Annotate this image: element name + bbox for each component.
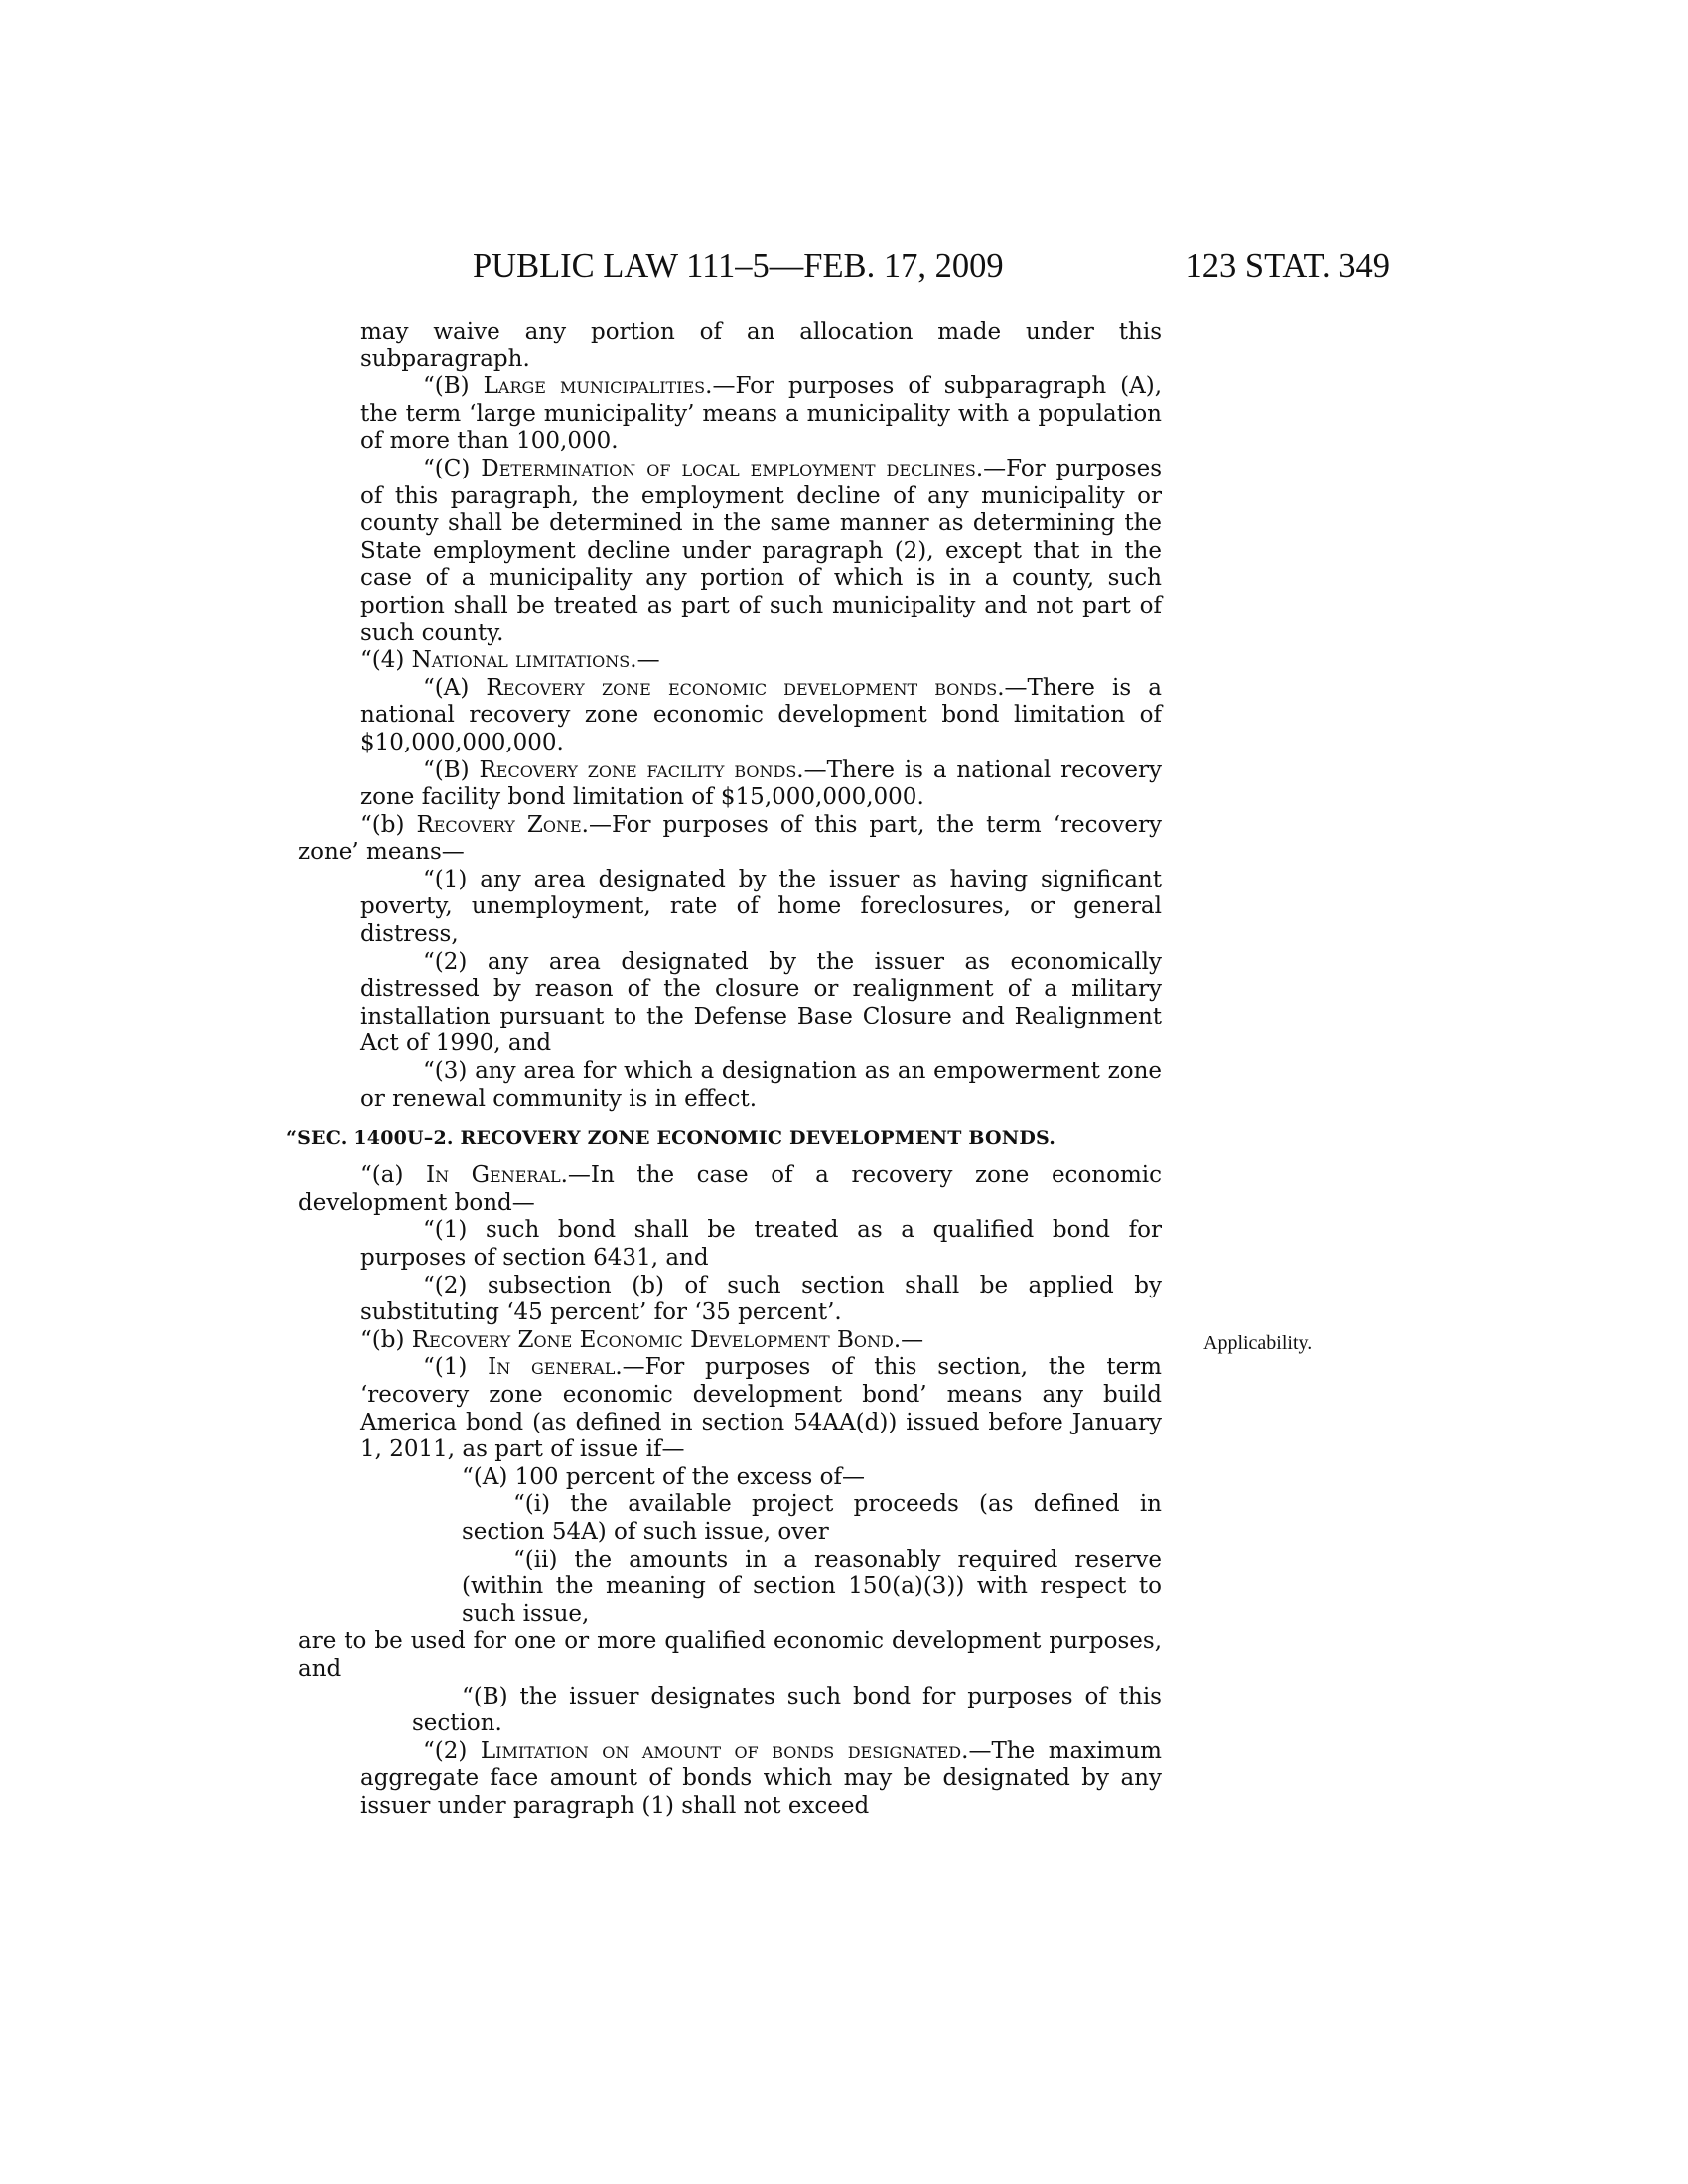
paragraph-designator: “(2) (423, 1737, 481, 1764)
paragraph-empowerment-zone (298, 1058, 1162, 1113)
subparagraph-determination-employment-declines (298, 456, 1162, 647)
statute-body (286, 319, 1163, 1820)
paragraph-text: .—The maximum aggregate face amount of bonds which may be designated by any issuer under paragraph (1) shall not exceed (360, 1737, 1162, 1819)
paragraph-designator: “(B) (423, 756, 480, 783)
paragraph-designator: “(b) (360, 811, 417, 838)
subparagraph-issuer-designates (298, 1684, 1162, 1738)
paragraph-text: are to be used for one or more qualified economic development purposes, and (298, 1628, 1162, 1682)
paragraph-text: “(3) any area for which a designation as an empowerment zone or renewal community is in effect. (360, 1058, 1162, 1112)
subsection-recovery-zone (298, 812, 1162, 867)
paragraph-heading: Large municipalities (483, 373, 706, 400)
paragraph-designator: “(a) (360, 1162, 426, 1189)
subparagraph-facility-bonds-limit (298, 757, 1162, 812)
paragraph-significant-poverty (298, 867, 1162, 949)
paragraph-heading: In general (488, 1354, 616, 1381)
stat-page-number: 123 STAT. 349 (1185, 247, 1390, 285)
paragraph-designator: “(B) (423, 373, 484, 400)
subparagraph-large-municipalities (298, 373, 1162, 456)
paragraph-text: “(i) the available project proceeds (as defined in section 54A) of such issue, over (462, 1491, 1162, 1545)
paragraph-text: .—In the case of a recovery zone economic development bond— (298, 1162, 1162, 1216)
paragraph-heading: Recovery zone economic development bonds (486, 674, 998, 701)
margin-note-applicability: Applicability. (1203, 1332, 1313, 1354)
paragraph-text: .— (893, 1326, 924, 1353)
paragraph-waive-allocation (298, 319, 1162, 373)
paragraph-text: may waive any portion of an allocation made under this subparagraph. (360, 319, 1162, 372)
paragraph-designator: “(A) (423, 674, 487, 701)
paragraph-designator: “(C) (423, 455, 482, 481)
subparagraph-excess (298, 1464, 1162, 1492)
paragraph-text: .—For purposes of subparagraph (A), the term ‘large municipality’ means a municipality with a population of more than 100,000. (360, 373, 1163, 455)
paragraph-text: .—There is a national recovery zone facility bond limitation of $15,000,000,000. (360, 756, 1162, 811)
paragraph-designator: “(1) (423, 1354, 489, 1381)
paragraph-text: “(ii) the amounts in a reasonably required reserve (within the meaning of section 150(a)(3)) with respect to such issue, (462, 1546, 1162, 1627)
paragraph-qualified-purposes (235, 1628, 1162, 1683)
paragraph-text: “(A) 100 percent of the excess of— (462, 1463, 866, 1490)
running-head-title: PUBLIC LAW 111–5—FEB. 17, 2009 (473, 247, 1004, 285)
page-header (397, 246, 1390, 286)
paragraph-heading: Limitation on amount of bonds designated (480, 1737, 962, 1764)
paragraph-in-general-definition (298, 1354, 1162, 1463)
section-heading: “SEC. 1400U–2. RECOVERY ZONE ECONOMIC DEVELOPMENT BONDS. (286, 1127, 1056, 1150)
paragraph-text: “(2) subsection (b) of such section shall be applied by substituting ‘45 percent’ for ‘35 percent’. (360, 1272, 1162, 1326)
paragraph-heading: Recovery zone facility bonds (479, 756, 797, 783)
subsection-in-general (298, 1162, 1162, 1217)
paragraph-limitation-amount (298, 1738, 1162, 1821)
paragraph-designator: “(b) (360, 1326, 412, 1353)
paragraph-heading: Recovery Zone (416, 811, 582, 838)
paragraph-text: “(1) such bond shall be treated as a qualified bond for purposes of section 6431, and (360, 1217, 1162, 1271)
paragraph-text: .—For purposes of this part, the term ‘recovery zone’ means— (298, 811, 1162, 866)
paragraph-designator: “(4) (360, 647, 412, 674)
paragraph-substituting-percent (298, 1273, 1162, 1327)
paragraph-text: “(2) any area designated by the issuer as economically distressed by reason of the closure or realignment of a military installation pursuant to the Defense Base Closure and Realignment Act of 1990, and (360, 948, 1162, 1057)
paragraph-qualified-bond (298, 1217, 1162, 1272)
paragraph-text: .—For purposes of this paragraph, the employment decline of any municipality or county shall be determined in the same manner as determining the State employment decline under paragraph (2), except that in the case of a municipality any portion of which is in a county, such portion shall be treated as part of such municipality and not part of such county. (360, 455, 1163, 646)
paragraph-heading: Determination of local employment declines (481, 455, 976, 481)
paragraph-text: .—For purposes of this section, the term ‘recovery zone economic development bond’ means any build America bond (as defined in section 54AA(d)) issued before January 1, 2011, as part of issue if— (360, 1354, 1162, 1463)
paragraph-text: .—There is a national recovery zone economic development bond limitation of $10,000,000,000. (360, 674, 1162, 755)
clause-reserve (298, 1547, 1162, 1629)
subparagraph-economic-development-bonds-limit (298, 675, 1162, 757)
subsection-bond-definition (298, 1327, 1162, 1355)
clause-project-proceeds (298, 1491, 1162, 1546)
paragraph-heading: Recovery Zone Economic Development Bond (411, 1326, 894, 1353)
paragraph-military-installation (298, 949, 1162, 1058)
paragraph-text: .— (630, 647, 660, 674)
paragraph-text: “(B) the issuer designates such bond for purposes of this section. (412, 1683, 1162, 1737)
paragraph-national-limitations (298, 647, 1162, 675)
paragraph-text: “(1) any area designated by the issuer as having significant poverty, unemployment, rate of home foreclosures, or general distress, (360, 866, 1162, 948)
paragraph-heading: National limitations (411, 647, 631, 674)
paragraph-heading: In General (426, 1162, 561, 1189)
